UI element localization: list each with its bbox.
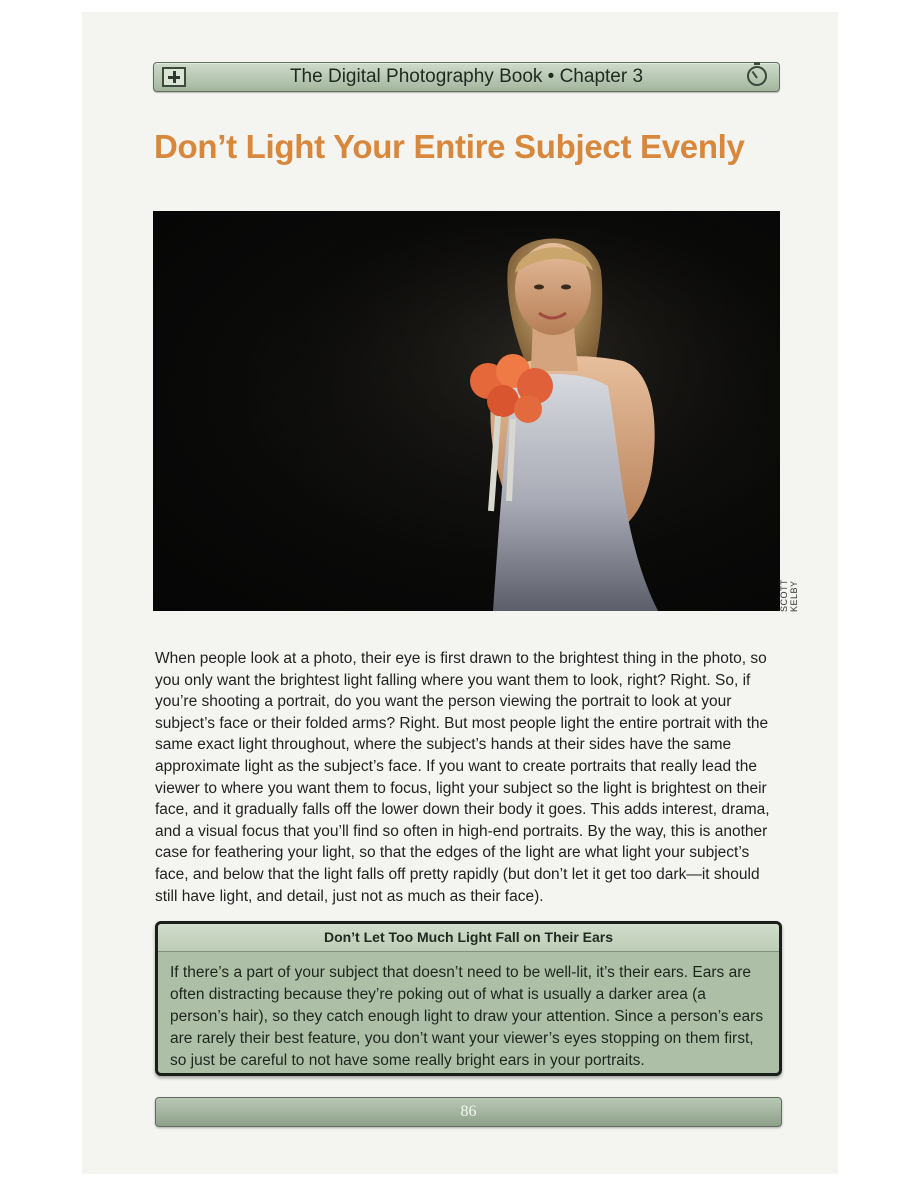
tip-body: If there’s a part of your subject that doesn’t need to be well-lit, it’s their ears. Ears are often distracting because they’re poking out of what is usually a darker area (a person’s hair), so they catch enough light to draw your attention. Since a person’s ears are rarely their best feature, you don’t want your viewer’s eyes stopping on them first, so just be careful to not have some really bright ears in your portraits.	[170, 964, 764, 1069]
bride-portrait-photo	[153, 211, 780, 611]
tip-title: Don’t Let Too Much Light Fall on Their Ears	[158, 924, 779, 952]
tip-box	[155, 921, 782, 1076]
timer-icon	[747, 66, 767, 86]
chapter-title: The Digital Photography Book • Chapter 3	[289, 66, 644, 87]
chapter-header-bar	[153, 62, 780, 92]
page-number: 86	[460, 1103, 477, 1120]
bride-portrait-illustration	[153, 211, 780, 611]
photo-credit: SCOTT KELBY	[779, 579, 799, 612]
body-paragraph: When people look at a photo, their eye is first drawn to the brightest thing in the photo, so you only want the brightest light falling where you want them to look, right? Right. So, if you’re shooting a portrait, do you want the person viewing the portrait to look at your subject’s face or their folded arms? Right. But most people light the entire portrait with the same exact light throughout, where the subject’s hands at their sides have the same approximate light as the subject’s face. If you want to create portraits that really lead the viewer to where you want them to focus, light your subject so the light is brightest on their face, and it gradually falls off the lower down their body it goes. This adds interest, drama, and a visual focus that you’ll find so often in high-end portraits. By the way, this is another case for feathering your light, so that the edges of the light are what light your subject’s face, and below that the light falls off pretty rapidly (but don’t let it get too dark—it should still have light, and detail, just not as much as their face).	[155, 650, 770, 905]
page-title: Don’t Light Your Entire Subject Evenly	[154, 128, 745, 165]
page-footer-bar	[155, 1097, 782, 1127]
